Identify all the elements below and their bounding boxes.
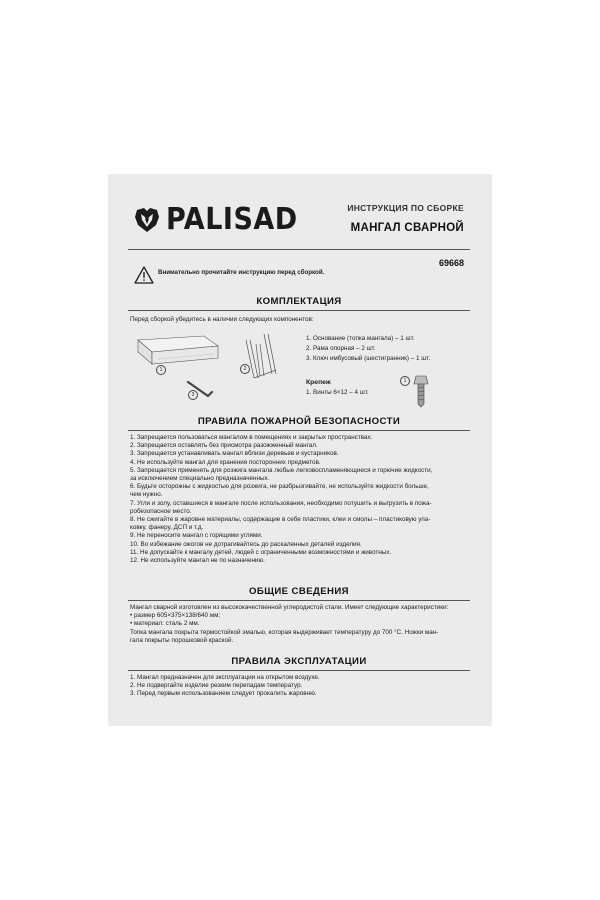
firebox-drawing	[138, 336, 218, 364]
list-item: ковку, фанеру, ДСП и т.д.	[130, 524, 204, 532]
brand-logo	[134, 204, 298, 235]
spec-item: • материал: сталь 2 мм.	[130, 620, 475, 628]
list-item: 3. Перед первым использованием следует прокалить жаровню.	[130, 690, 317, 698]
kit-section-title: КОМПЛЕКТАЦИЯ	[256, 296, 342, 307]
fire-rules-list	[130, 434, 475, 565]
list-item: 12. Не используйте мангал не по назначению.	[130, 557, 265, 565]
list-item: 7. Угли и золу, оставшиеся в мангале после использования, необходимо потушить и выгрузить в пожа-	[130, 499, 432, 507]
usage-divider	[128, 670, 470, 671]
instruction-sheet	[108, 174, 492, 726]
component-item: 1. Основание (топка мангала) – 1 шт.	[306, 335, 415, 342]
general-section-title: ОБЩИЕ СВЕДЕНИЯ	[249, 586, 349, 597]
article-number: 69668	[438, 258, 464, 268]
frame-drawing	[246, 334, 276, 378]
callout-2: 2	[240, 364, 250, 374]
component-item: 2. Рама опорная – 2 шт.	[306, 345, 376, 352]
callout-1: 1	[156, 365, 166, 375]
list-item: 8. Не сжигайте в жаровне материалы, содержащие в себе пластики, клеи и смолы – пластиковую упа-	[130, 516, 431, 524]
kit-divider	[128, 310, 470, 311]
usage-rules-list	[130, 674, 475, 699]
general-note: гала покрыты порошковой краской.	[130, 636, 234, 644]
callout-screw: 1	[400, 376, 410, 386]
fox-emblem-icon	[134, 207, 160, 233]
list-item: 9. Не переносите мангал с горящими углями.	[130, 532, 263, 540]
doc-subtitle: ИНСТРУКЦИЯ ПО СБОРКЕ	[347, 203, 464, 213]
general-note: Топка мангала покрыта термостойкой эмалью, которая выдерживает температуру до 700 °С. Ножки ман-	[130, 628, 439, 636]
usage-section-title: ПРАВИЛА ЭКСПЛУАТАЦИИ	[231, 656, 367, 667]
callout-3: 3	[188, 390, 198, 400]
general-divider	[128, 600, 470, 601]
warning-text: Внимательно прочитайте инструкцию перед сборкой.	[158, 269, 325, 276]
page-title: МАНГАЛ СВАРНОЙ	[350, 222, 464, 234]
kit-intro: Перед сборкой убедитесь в наличии следующих компонентов:	[130, 316, 314, 323]
components-list	[306, 334, 430, 364]
header-divider	[128, 249, 470, 250]
list-item: робезопасное место.	[130, 507, 192, 515]
list-item: 10. Во избежание ожогов не дотрагивайтесь до раскаленных деталей изделия.	[130, 540, 362, 548]
list-item: 4. Не используйте мангал для хранения посторонних предметов.	[130, 458, 321, 466]
list-item: 3. Запрещается устанавливать мангал вблизи деревьев и кустарников.	[130, 450, 339, 458]
list-item: 2. Не подвергайте изделие резким перепадам температур.	[130, 682, 303, 690]
general-info	[130, 604, 475, 645]
list-item: за исключением специально предназначенных.	[130, 475, 270, 483]
list-item: 1. Мангал предназначен для эксплуатации на открытом воздухе.	[130, 674, 320, 681]
brand-name: PALISAD	[166, 202, 298, 237]
general-intro: Мангал сварной изготовлен из высококачественной углеродистой стали. Имеет следующие характеристики:	[130, 604, 449, 611]
list-item: 1. Запрещается пользоваться мангалом в помещениях и закрытых пространствах.	[130, 434, 373, 441]
fasteners-title: Крепеж	[306, 379, 331, 386]
list-item: 2. Запрещается оставлять без присмотра разожженный мангал.	[130, 442, 318, 450]
warning-triangle-icon	[134, 266, 154, 284]
list-item: 6. Будьте осторожны с жидкостью для розжига, не разбрызгивайте, не используйте жидкости больше,	[130, 483, 429, 491]
list-item: чем нужно.	[130, 491, 163, 499]
spec-item: • размер 605×375×138/640 мм;	[130, 612, 475, 620]
component-item: 3. Ключ имбусовый (шестигранник) – 1 шт.	[306, 355, 431, 362]
screw-drawing	[410, 374, 434, 408]
fastener-item: 1. Винты 6×12 – 4 шт.	[306, 389, 369, 396]
fire-divider	[128, 430, 470, 431]
fire-section-title: ПРАВИЛА ПОЖАРНОЙ БЕЗОПАСНОСТИ	[197, 416, 401, 427]
list-item: 5. Запрещается применять для розжига мангала любые легковоспламеняющиеся и горючие жидкости,	[130, 466, 433, 474]
list-item: 11. Не допускайте к мангалу детей, людей с ограниченными возможностями и животных.	[130, 548, 392, 556]
